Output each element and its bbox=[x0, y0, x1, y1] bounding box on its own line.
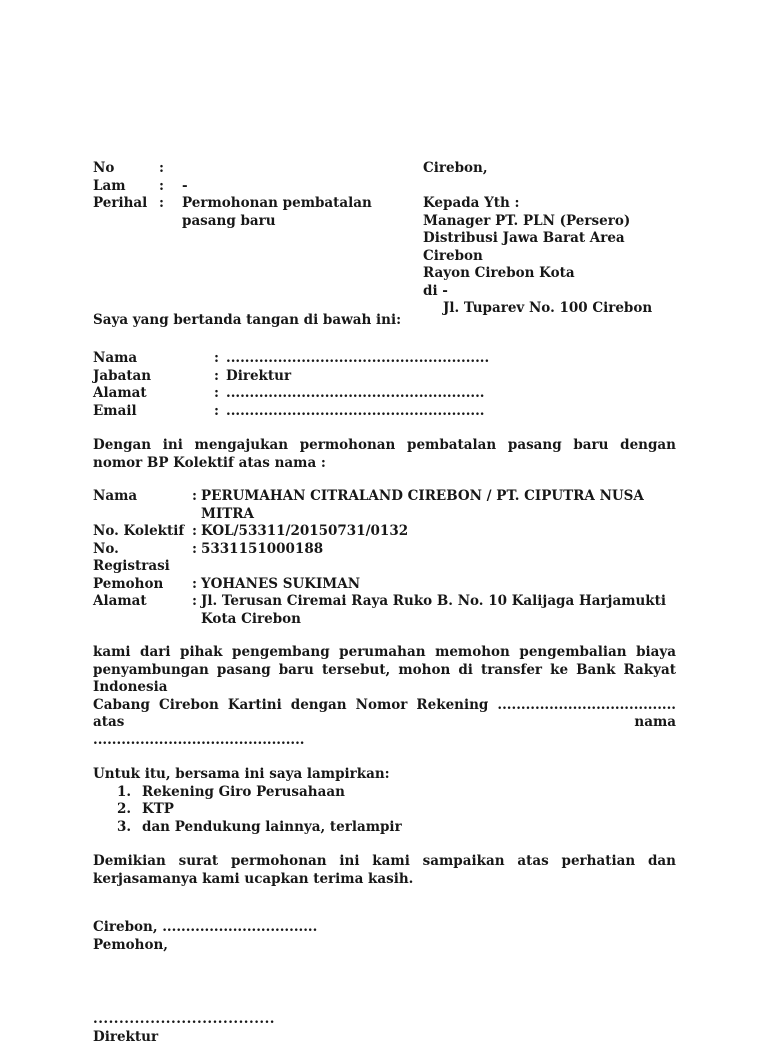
recipient-address: Jl. Tuparev No. 100 Cirebon bbox=[423, 300, 676, 318]
meta-colon: : bbox=[159, 160, 182, 178]
field-value-dotted: ....................................................... bbox=[226, 403, 676, 421]
field-value: PERUMAHAN CITRALAND CIREBON / PT. CIPUTRA NUSA MITRA bbox=[201, 488, 676, 523]
field-colon: : bbox=[214, 403, 226, 421]
city-date: Cirebon, bbox=[423, 160, 676, 178]
attachments-heading: Untuk itu, bersama ini saya lampirkan: bbox=[93, 766, 676, 784]
detail-alamat-line-2: Kota Cirebon bbox=[201, 611, 676, 629]
detail-row-alamat bbox=[93, 593, 676, 628]
field-colon: : bbox=[192, 541, 201, 576]
perihal-line-1: Permohonan pembatalan bbox=[182, 195, 423, 213]
attachments-section bbox=[93, 766, 676, 836]
list-text: KTP bbox=[142, 801, 676, 819]
request-paragraph: Dengan ini mengajukan permohonan pembatalan pasang baru dengan nomor BP Kolektif atas nama : bbox=[93, 437, 676, 472]
signoff-signer-title: Pemohon, bbox=[93, 937, 676, 955]
signer-fields bbox=[93, 350, 676, 420]
field-colon: : bbox=[214, 368, 226, 386]
header-meta bbox=[93, 160, 423, 318]
detail-row-registrasi bbox=[93, 541, 676, 576]
field-label: No. Kolektif bbox=[93, 523, 192, 541]
field-value bbox=[201, 593, 676, 628]
recipient-salutation: Kepada Yth : bbox=[423, 195, 676, 213]
field-label: Nama bbox=[93, 488, 192, 523]
field-value: YOHANES SUKIMAN bbox=[201, 576, 676, 594]
attachment-item bbox=[93, 784, 676, 802]
field-value-dotted: ........................................................ bbox=[226, 350, 676, 368]
field-row-alamat bbox=[93, 385, 676, 403]
field-row-jabatan bbox=[93, 368, 676, 386]
field-colon: : bbox=[214, 350, 226, 368]
list-number: 1. bbox=[117, 784, 142, 802]
list-number: 2. bbox=[117, 801, 142, 819]
field-row-email bbox=[93, 403, 676, 421]
field-value: Direktur bbox=[226, 368, 676, 386]
field-value-dotted: ....................................................... bbox=[226, 385, 676, 403]
field-label: Alamat bbox=[93, 385, 214, 403]
refund-line-4-dotted: ............................................. bbox=[93, 732, 676, 750]
field-label: Email bbox=[93, 403, 214, 421]
refund-paragraph bbox=[93, 644, 676, 749]
field-label: Pemohon bbox=[93, 576, 192, 594]
field-colon: : bbox=[214, 385, 226, 403]
meta-colon: : bbox=[159, 195, 182, 230]
meta-row-lam bbox=[93, 178, 423, 196]
field-colon: : bbox=[192, 593, 201, 628]
closing-paragraph: Demikian surat permohonan ini kami sampaikan atas perhatian dan kerjasamanya kami ucapkan terima kasih. bbox=[93, 853, 676, 888]
signoff-section bbox=[93, 919, 676, 1046]
field-value: 5331151000188 bbox=[201, 541, 676, 576]
meta-value-lam: - bbox=[182, 178, 423, 196]
field-colon: : bbox=[192, 576, 201, 594]
meta-value-perihal bbox=[182, 195, 423, 230]
detail-row-pemohon bbox=[93, 576, 676, 594]
detail-fields bbox=[93, 488, 676, 628]
signature-line-dotted: ................................... bbox=[93, 1011, 676, 1029]
recipient-line-2: Distribusi Jawa Barat Area Cirebon bbox=[423, 230, 676, 265]
header-recipient bbox=[423, 160, 676, 318]
list-text: dan Pendukung lainnya, terlampir bbox=[142, 819, 676, 837]
list-text: Rekening Giro Perusahaan bbox=[142, 784, 676, 802]
recipient-line-3: Rayon Cirebon Kota bbox=[423, 265, 676, 283]
field-label: Alamat bbox=[93, 593, 192, 628]
signature-block bbox=[93, 1011, 676, 1046]
attachment-item bbox=[93, 819, 676, 837]
letter-body bbox=[93, 160, 676, 1046]
field-row-nama bbox=[93, 350, 676, 368]
meta-row-perihal bbox=[93, 195, 423, 230]
detail-row-nama bbox=[93, 488, 676, 523]
refund-line-3: Cabang Cirebon Kartini dengan Nomor Rekening ...................................... atas nama bbox=[93, 697, 676, 732]
meta-label-no: No bbox=[93, 160, 159, 178]
list-number: 3. bbox=[117, 819, 142, 837]
field-value: KOL/53311/20150731/0132 bbox=[201, 523, 676, 541]
meta-row-no bbox=[93, 160, 423, 178]
signoff-place-date: Cirebon, ................................. bbox=[93, 919, 676, 937]
meta-value-no bbox=[182, 160, 423, 178]
field-label: Nama bbox=[93, 350, 214, 368]
field-label: No. Registrasi bbox=[93, 541, 192, 576]
meta-label-lam: Lam bbox=[93, 178, 159, 196]
field-colon: : bbox=[192, 488, 201, 523]
letter-header bbox=[93, 160, 676, 318]
perihal-line-2: pasang baru bbox=[182, 213, 423, 231]
spacer bbox=[423, 178, 676, 196]
meta-colon: : bbox=[159, 178, 182, 196]
refund-line-2: penyambungan pasang baru tersebut, mohon di transfer ke Bank Rakyat Indonesia bbox=[93, 662, 676, 697]
refund-line-1: kami dari pihak pengembang perumahan memohon pengembalian biaya bbox=[93, 644, 676, 662]
detail-row-kolektif bbox=[93, 523, 676, 541]
meta-label-perihal: Perihal bbox=[93, 195, 159, 230]
recipient-line-1: Manager PT. PLN (Persero) bbox=[423, 213, 676, 231]
attachment-item bbox=[93, 801, 676, 819]
opening-sentence: Saya yang bertanda tangan di bawah ini: bbox=[93, 312, 676, 330]
detail-alamat-line-1: Jl. Terusan Ciremai Raya Ruko B. No. 10 Kalijaga Harjamukti bbox=[201, 593, 676, 611]
recipient-line-4: di - bbox=[423, 283, 676, 301]
signoff-role: Direktur bbox=[93, 1029, 676, 1046]
field-colon: : bbox=[192, 523, 201, 541]
field-label: Jabatan bbox=[93, 368, 214, 386]
